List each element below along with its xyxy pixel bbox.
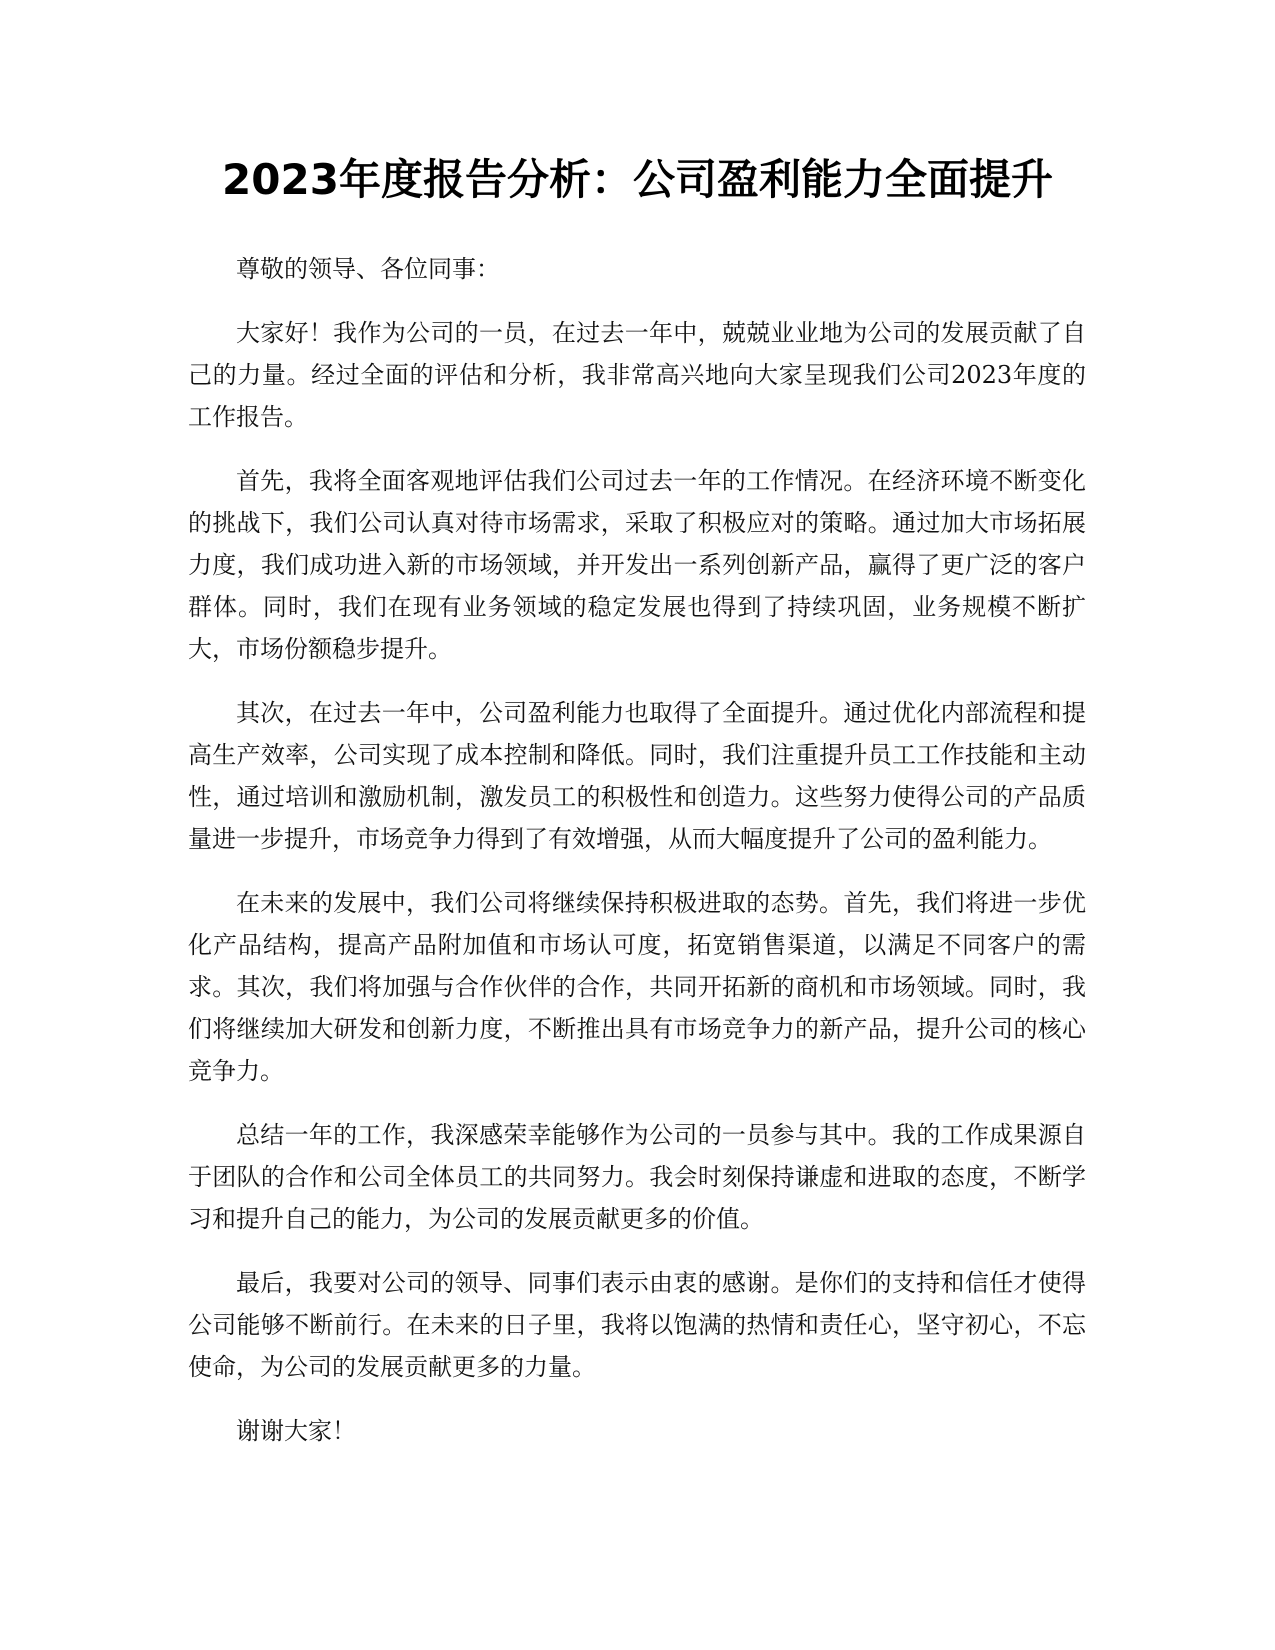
body-paragraph: 在未来的发展中，我们公司将继续保持积极进取的态势。首先，我们将进一步优化产品结构，提高产品附加值和市场认可度，拓宽销售渠道，以满足不同客户的需求。其次，我们将加强与合作伙伴的合作，共同开拓新的商机和市场领域。同时，我们将继续加大研发和创新力度，不断推出具有市场竞争力的新产品，提升公司的核心竞争力。 [188,889,1086,1085]
page-title: 2023年度报告分析：公司盈利能力全面提升 [222,155,1053,204]
body-paragraph: 其次，在过去一年中，公司盈利能力也取得了全面提升。通过优化内部流程和提高生产效率，公司实现了成本控制和降低。同时，我们注重提升员工工作技能和主动性，通过培训和激励机制，激发员工的积极性和创造力。这些努力使得公司的产品质量进一步提升，市场竞争力得到了有效增强，从而大幅度提升了公司的盈利能力。 [188,699,1086,853]
document-body [188,248,1086,1474]
body-paragraph: 首先，我将全面客观地评估我们公司过去一年的工作情况。在经济环境不断变化的挑战下，我们公司认真对待市场需求，采取了积极应对的策略。通过加大市场拓展力度，我们成功进入新的市场领域，并开发出一系列创新产品，赢得了更广泛的客户群体。同时，我们在现有业务领域的稳定发展也得到了持续巩固，业务规模不断扩大，市场份额稳步提升。 [188,467,1086,663]
body-paragraph: 总结一年的工作，我深感荣幸能够作为公司的一员参与其中。我的工作成果源自于团队的合作和公司全体员工的共同努力。我会时刻保持谦虚和进取的态度，不断学习和提升自己的能力，为公司的发展贡献更多的价值。 [188,1121,1086,1233]
body-paragraph: 大家好！我作为公司的一员，在过去一年中，兢兢业业地为公司的发展贡献了自己的力量。经过全面的评估和分析，我非常高兴地向大家呈现我们公司2023年度的工作报告。 [188,319,1086,431]
closing-paragraph: 谢谢大家！ [236,1417,356,1445]
body-paragraph: 最后，我要对公司的领导、同事们表示由衷的感谢。是你们的支持和信任才使得公司能够不断前行。在未来的日子里，我将以饱满的热情和责任心，坚守初心，不忘使命，为公司的发展贡献更多的力量。 [188,1269,1086,1381]
salutation-paragraph: 尊敬的领导、各位同事： [236,255,500,283]
